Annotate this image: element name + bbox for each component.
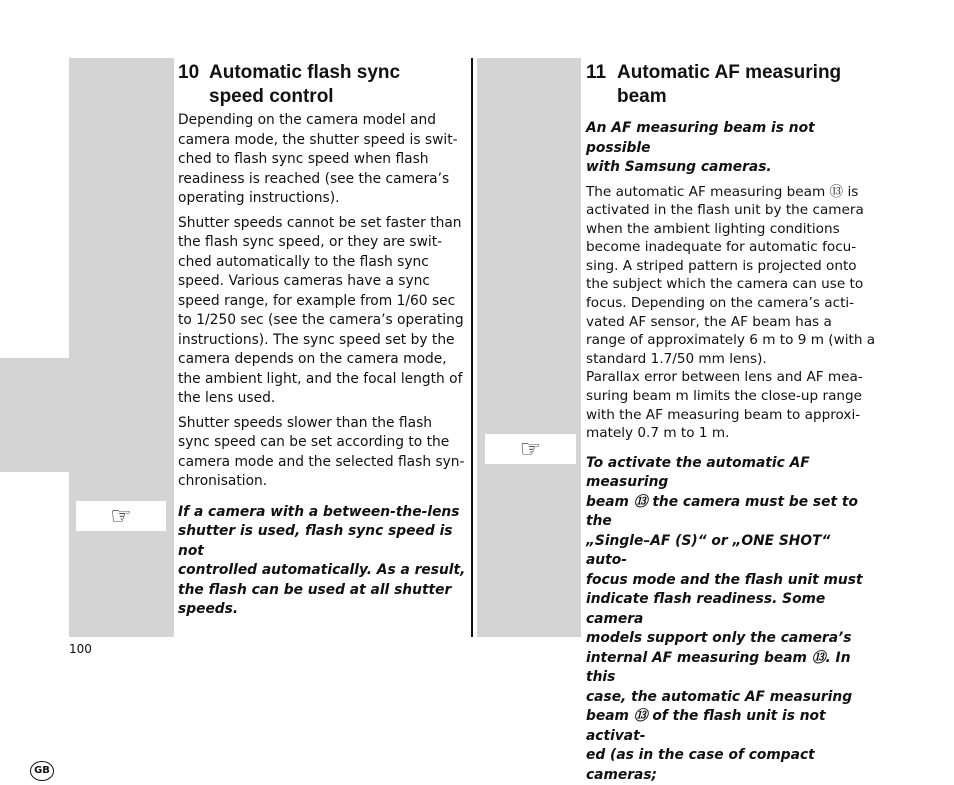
section-number: 11 [586, 62, 607, 83]
paragraph: Shutter speeds slower than the flash sync speed can be set according to the camera mode and the selected flash syn- chronisation. [178, 414, 465, 489]
paragraph: The automatic AF measuring beam ⑬ is activated in the flash unit by the camera when the ambient lighting conditions become inadequate for automatic focu- sing. A striped pattern is projected onto the subject which the camera can use to focus. Depending on the camera’s acti- vated AF sensor, the AF beam has a range of approximately 6 m to 9 m (with a standard 1.7/50 mm lens). Parallax error between lens and AF mea- suring beam m limits the close-up range with the AF measuring beam to approxi- mately 0.7 m to 1 m. [586, 183, 876, 442]
left-column [178, 61, 468, 620]
language-badge: GB [30, 761, 54, 781]
note-hand-icon: ☞ [485, 434, 576, 464]
paragraph: Depending on the camera model and camera mode, the shutter speed is swit- ched to flash sync speed when flash readiness is reached (see the camera’s operating instructions). [178, 112, 458, 206]
left-margin-bar [69, 58, 174, 637]
section-heading: 11 Automatic AF measuring beam [586, 62, 842, 107]
language-tab [0, 358, 69, 776]
paragraph: Shutter speeds cannot be set faster than the flash sync speed, or they are swit- ched automatically to the flash sync speed. Various cameras have a sync speed range, for example from 1/60 sec to 1/250 sec (see the camera’s operating instructions). The sync speed set by the camera depends on the camera mode, the ambient light, and the focal length of the lens used. [178, 214, 464, 406]
note-text: To activate the automatic AF measuring beam ⑬ the camera must be set to the „Single–AF (S)“ or „ONE SHOT“ auto- focus mode and the flash unit must indicate flash readiness. Some camera models support only the camera’s internal AF measuring beam ⑬. In this case, the automatic AF measuring beam ⑬ of the flash unit is not activat- ed (as in the case of compact cameras; [586, 454, 863, 783]
right-margin-bar [477, 58, 581, 637]
note-text: If a camera with a between-the-lens shutter is used, flash sync speed is not controlled automatically. As a result, the flash can be used at all shutter speeds. [178, 503, 466, 617]
right-column [586, 61, 876, 785]
section-heading: 10 Automatic flash sync speed control [178, 62, 401, 107]
section-number: 10 [178, 62, 200, 83]
column-divider [471, 58, 473, 637]
note-hand-icon: ☞ [76, 501, 166, 531]
page-number: 100 [69, 642, 92, 656]
intro-note: An AF measuring beam is not possible with Samsung cameras. [586, 120, 815, 175]
